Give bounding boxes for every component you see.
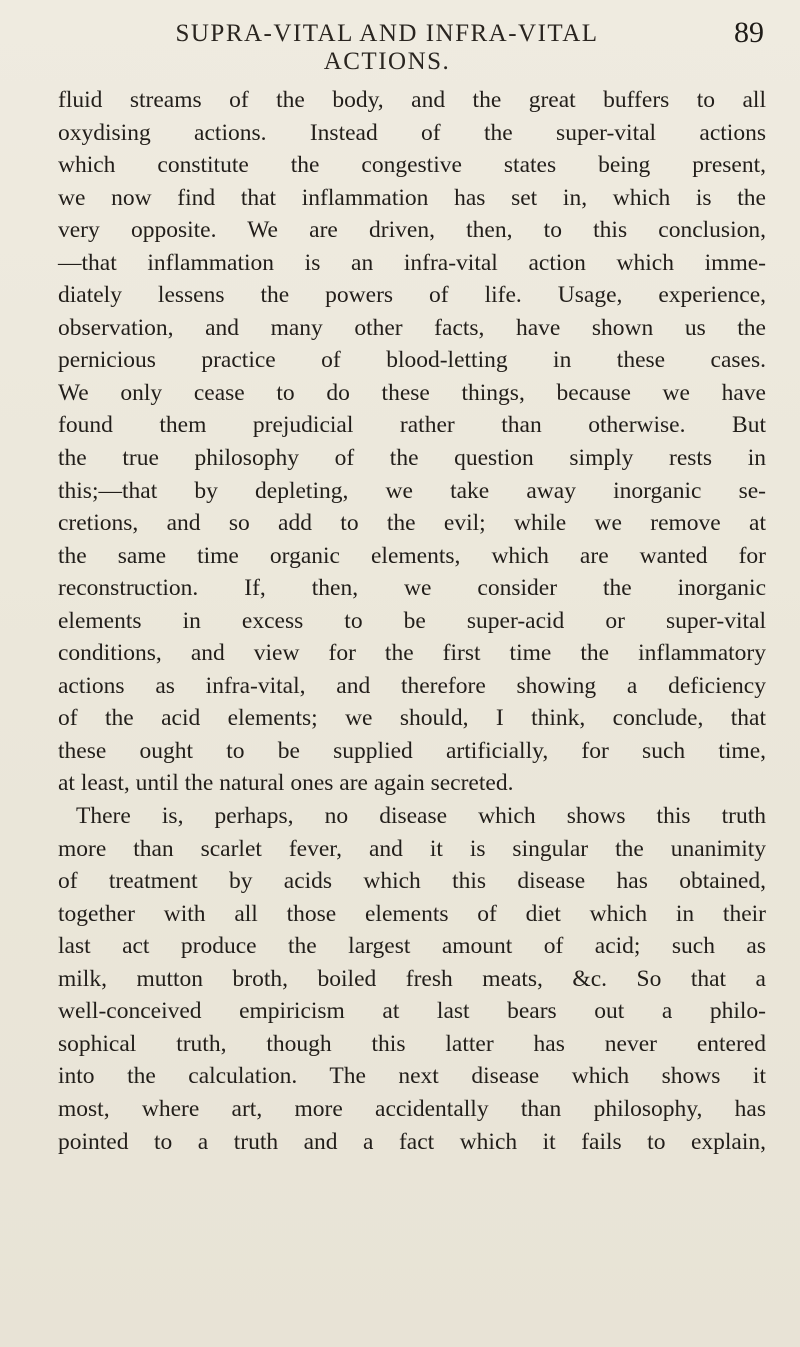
text-line: reconstruction. If, then, we consider the inorganic bbox=[58, 575, 766, 602]
text-line: diately lessens the powers of life. Usage, experience, bbox=[58, 282, 766, 309]
text-line: the same time organic elements, which are wanted for bbox=[58, 542, 766, 569]
page-number: 89 bbox=[734, 16, 764, 49]
text-line: actions as infra-vital, and therefore showing a deficiency bbox=[58, 672, 766, 699]
text-line: very opposite. We are driven, then, to this conclusion, bbox=[58, 217, 766, 244]
text-line: pointed to a truth and a fact which it fails to explain, bbox=[58, 1128, 766, 1155]
text-line: We only cease to do these things, because we have bbox=[58, 379, 766, 406]
text-line: of the acid elements; we should, I think, conclude, that bbox=[58, 705, 766, 732]
text-line: —that inflammation is an infra-vital action which imme- bbox=[58, 249, 766, 276]
text-line: fluid streams of the body, and the great buffers to all bbox=[58, 87, 766, 113]
running-title: SUPRA-VITAL AND INFRA-VITAL ACTIONS. bbox=[175, 20, 599, 75]
text-line: together with all those elements of diet which in their bbox=[58, 900, 766, 927]
body-text bbox=[58, 84, 766, 1158]
text-line: conditions, and view for the first time the inflammatory bbox=[58, 640, 766, 667]
text-line: most, where art, more accidentally than philosophy, has bbox=[58, 1095, 766, 1122]
running-head bbox=[0, 10, 800, 75]
text-line: at least, until the natural ones are again secreted. bbox=[58, 770, 514, 797]
text-line: There is, perhaps, no disease which shows this truth bbox=[76, 803, 766, 830]
text-line: last act produce the largest amount of acid; such as bbox=[58, 933, 766, 960]
text-line: which constitute the congestive states being present, bbox=[58, 152, 766, 179]
text-line: sophical truth, though this latter has never entered bbox=[58, 1030, 766, 1057]
text-line: observation, and many other facts, have shown us the bbox=[58, 314, 766, 341]
text-line: we now find that inflammation has set in, which is the bbox=[58, 184, 766, 211]
text-line: pernicious practice of blood-letting in these cases. bbox=[58, 347, 766, 374]
text-line: oxydising actions. Instead of the super-vital actions bbox=[58, 119, 766, 146]
text-line: cretions, and so add to the evil; while we remove at bbox=[58, 510, 766, 537]
text-line: well-conceived empiricism at last bears out a philo- bbox=[58, 998, 766, 1025]
text-line: more than scarlet fever, and it is singular the unanimity bbox=[58, 835, 766, 862]
text-line: into the calculation. The next disease which shows it bbox=[58, 1063, 766, 1090]
text-line: of treatment by acids which this disease has obtained, bbox=[58, 868, 766, 895]
text-line: this;—that by depleting, we take away inorganic se- bbox=[58, 477, 766, 504]
text-line: found them prejudicial rather than otherwise. But bbox=[58, 412, 766, 439]
text-line: the true philosophy of the question simply rests in bbox=[58, 445, 766, 472]
text-line: milk, mutton broth, boiled fresh meats, &c. So that a bbox=[58, 965, 766, 992]
text-line: these ought to be supplied artificially, for such time, bbox=[58, 737, 766, 764]
text-line: elements in excess to be super-acid or super-vital bbox=[58, 607, 766, 634]
